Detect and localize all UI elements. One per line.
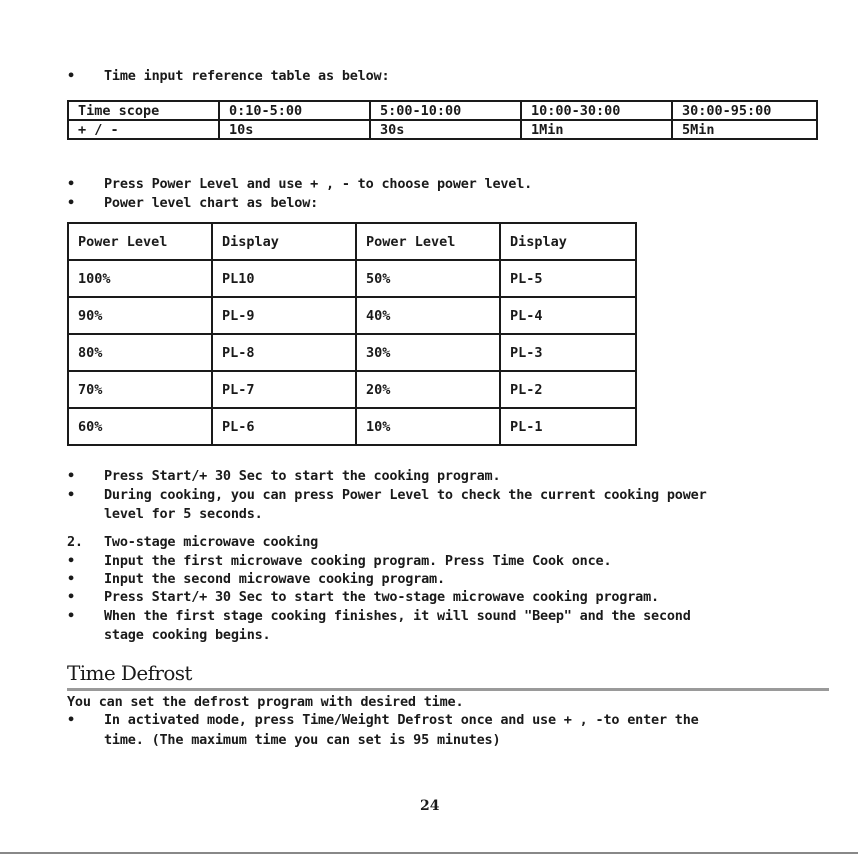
bullet-marker: • <box>67 195 76 211</box>
table-cell: 40% <box>356 297 500 334</box>
table-cell: PL-3 <box>500 334 636 371</box>
table-cell: 5Min <box>672 120 817 139</box>
table-cell: 90% <box>68 297 212 334</box>
table-cell: PL-5 <box>500 260 636 297</box>
stage-step-2: Input the second microwave cooking program. <box>104 571 445 587</box>
table-cell: 10% <box>356 408 500 445</box>
page-bottom-divider <box>0 852 858 854</box>
table-cell: 50% <box>356 260 500 297</box>
table-cell: Time scope <box>68 101 219 120</box>
table-row <box>68 120 817 139</box>
bullet-marker: • <box>67 487 76 503</box>
power-instruction: Press Power Level and use + , - to choose power level. <box>104 176 533 192</box>
bullet-marker: • <box>67 68 76 84</box>
header-cell: Display <box>212 223 356 260</box>
table-cell: PL-1 <box>500 408 636 445</box>
bullet-marker: • <box>67 712 76 728</box>
section-number: 2. <box>67 534 83 550</box>
table-row <box>68 334 636 371</box>
table-cell: 80% <box>68 334 212 371</box>
power-chart-intro: Power level chart as below: <box>104 195 319 211</box>
defrost-step-line2: time. (The maximum time you can set is 95 minutes) <box>104 732 501 748</box>
table-cell: PL-7 <box>212 371 356 408</box>
table-cell: + / - <box>68 120 219 139</box>
header-cell: Power Level <box>356 223 500 260</box>
bullet-marker: • <box>67 553 76 569</box>
check-power-line2: level for 5 seconds. <box>104 506 263 522</box>
defrost-intro: You can set the defrost program with desired time. <box>67 694 464 710</box>
power-level-table <box>67 222 637 446</box>
heading-divider <box>67 688 829 691</box>
section-heading: Time Defrost <box>67 661 192 685</box>
table-cell: 70% <box>68 371 212 408</box>
intro-text: Time input reference table as below: <box>104 68 390 84</box>
bullet-marker: • <box>67 589 76 605</box>
table-header-row <box>68 223 636 260</box>
header-cell: Power Level <box>68 223 212 260</box>
table-cell: 30:00-95:00 <box>672 101 817 120</box>
table-cell: PL10 <box>212 260 356 297</box>
stage-step-4-line1: When the first stage cooking finishes, it will sound "Beep" and the second <box>104 608 691 624</box>
bullet-marker: • <box>67 608 76 624</box>
check-power-line1: During cooking, you can press Power Level to check the current cooking power <box>104 487 707 503</box>
time-reference-table <box>67 100 818 140</box>
start-instruction: Press Start/+ 30 Sec to start the cooking program. <box>104 468 501 484</box>
table-cell: 30s <box>370 120 521 139</box>
page-number: 24 <box>420 798 440 814</box>
stage-step-4-line2: stage cooking begins. <box>104 627 271 643</box>
table-cell: PL-4 <box>500 297 636 334</box>
bullet-marker: • <box>67 571 76 587</box>
table-row <box>68 297 636 334</box>
defrost-step-line1: In activated mode, press Time/Weight Defrost once and use + , -to enter the <box>104 712 699 728</box>
table-cell: 5:00-10:00 <box>370 101 521 120</box>
table-cell: 0:10-5:00 <box>219 101 370 120</box>
table-cell: 10:00-30:00 <box>521 101 672 120</box>
stage-step-1: Input the first microwave cooking program. Press Time Cook once. <box>104 553 612 569</box>
table-row <box>68 101 817 120</box>
table-cell: PL-2 <box>500 371 636 408</box>
table-cell: 30% <box>356 334 500 371</box>
table-cell: 60% <box>68 408 212 445</box>
table-cell: PL-6 <box>212 408 356 445</box>
table-cell: 10s <box>219 120 370 139</box>
table-row <box>68 260 636 297</box>
table-row <box>68 408 636 445</box>
table-row <box>68 371 636 408</box>
section-title: Two-stage microwave cooking <box>104 534 319 550</box>
table-cell: 1Min <box>521 120 672 139</box>
stage-step-3: Press Start/+ 30 Sec to start the two-stage microwave cooking program. <box>104 589 659 605</box>
table-cell: PL-8 <box>212 334 356 371</box>
bullet-marker: • <box>67 176 76 192</box>
table-cell: 100% <box>68 260 212 297</box>
table-cell: PL-9 <box>212 297 356 334</box>
table-cell: 20% <box>356 371 500 408</box>
bullet-marker: • <box>67 468 76 484</box>
header-cell: Display <box>500 223 636 260</box>
